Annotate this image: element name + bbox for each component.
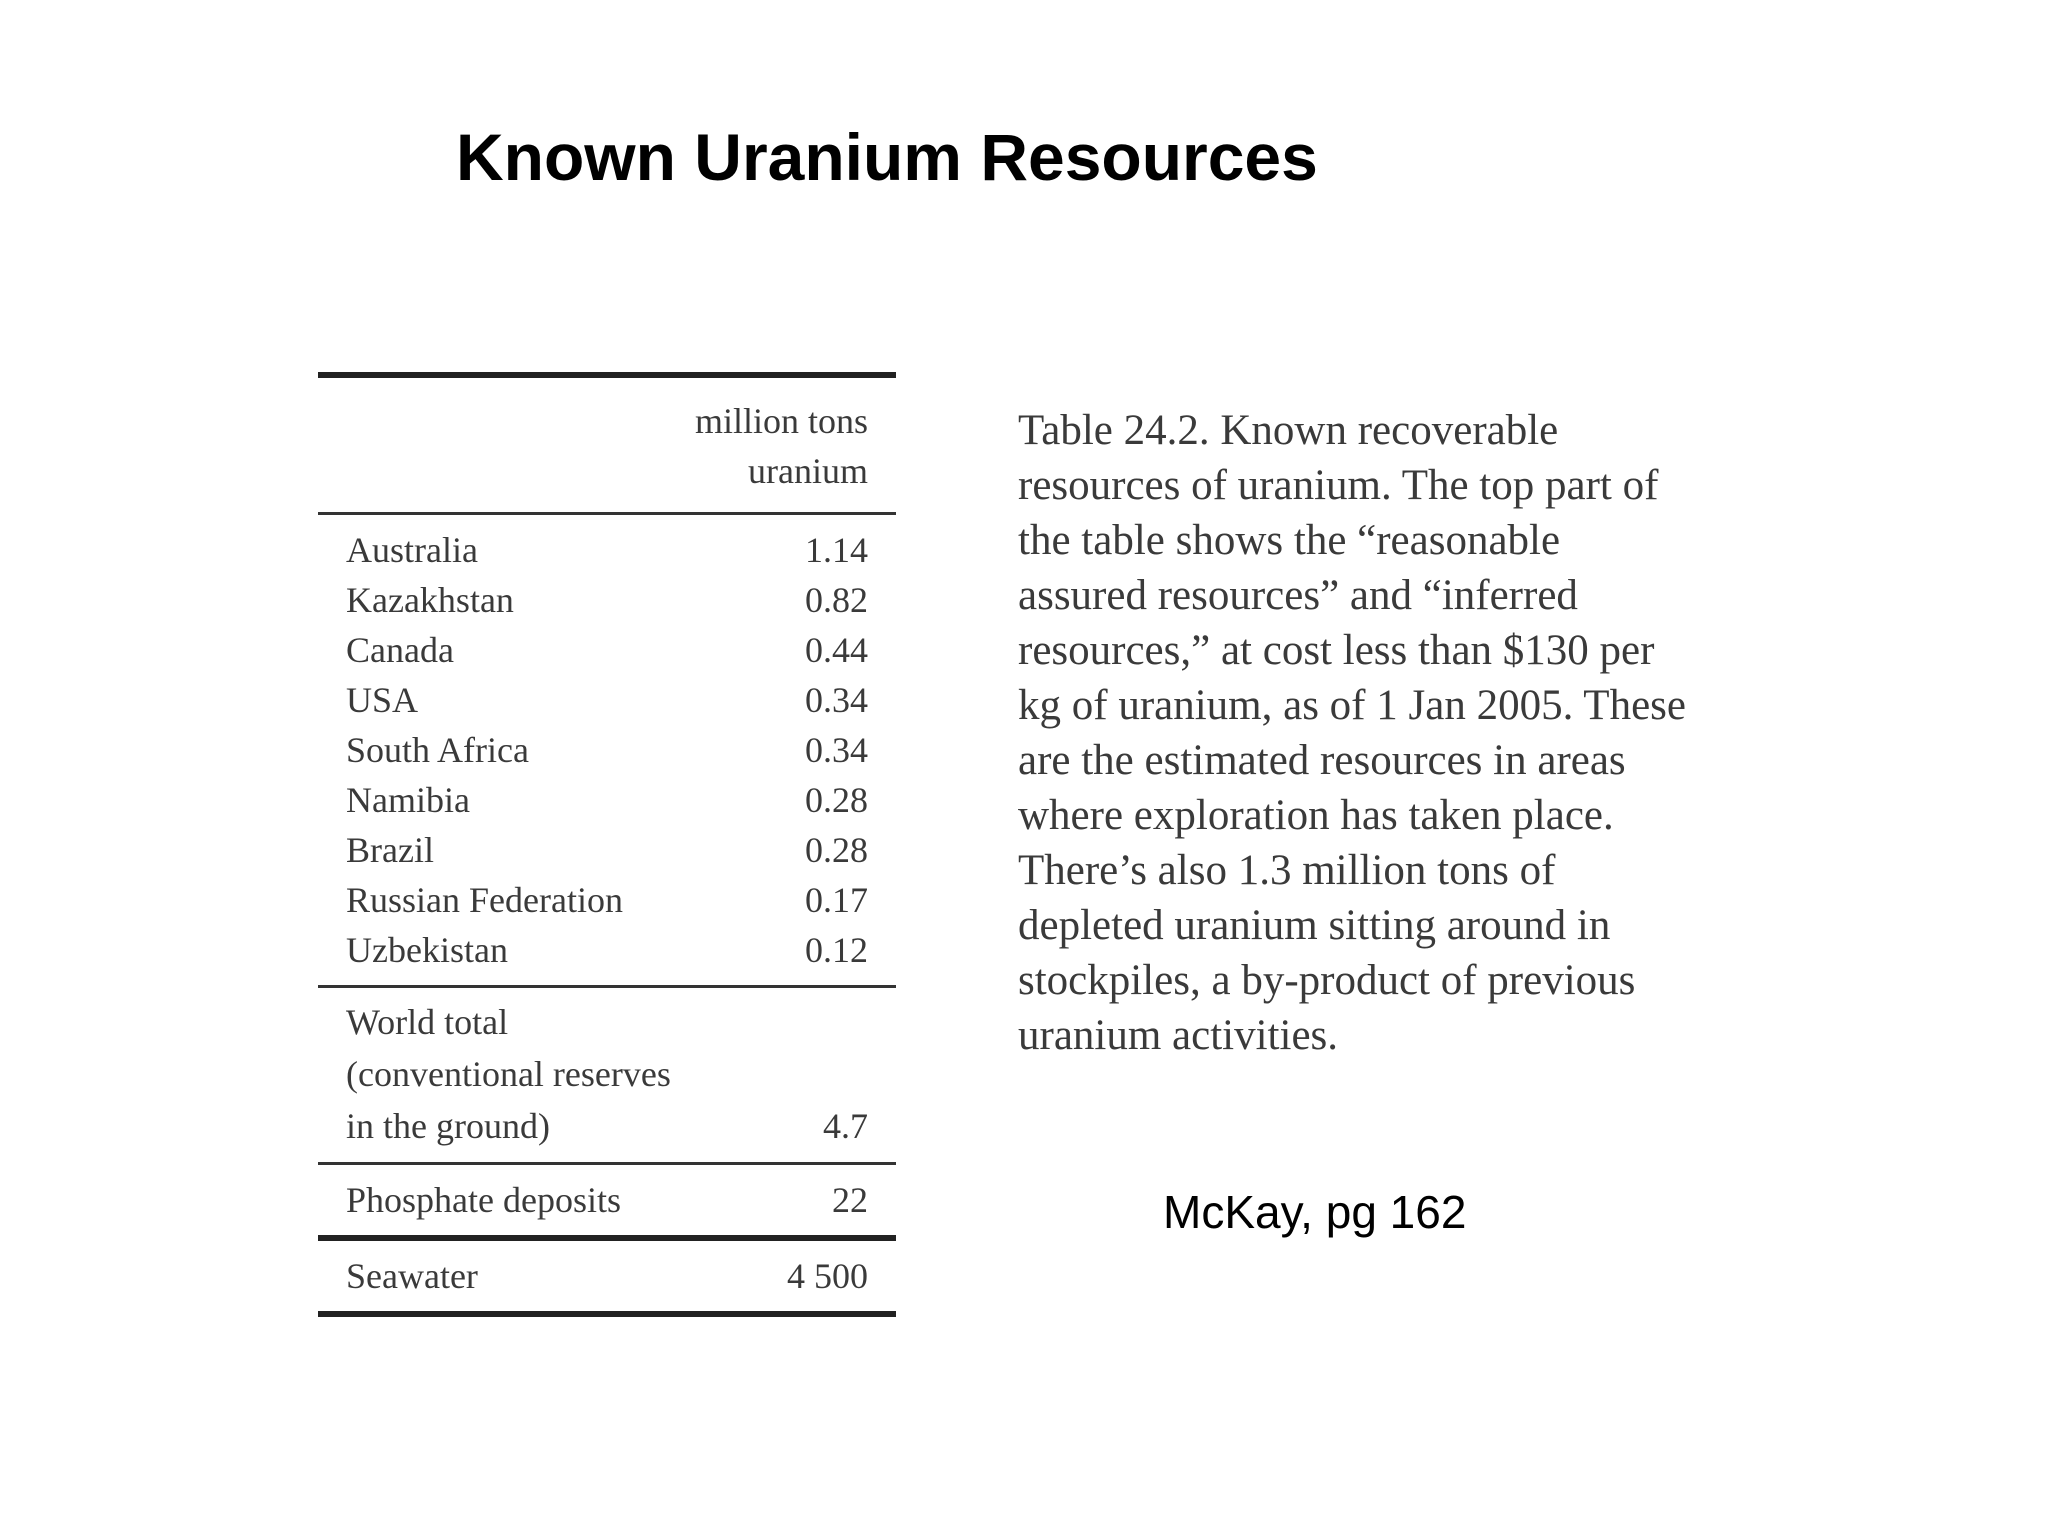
caption-line: uranium activities. xyxy=(1018,1012,1339,1059)
caption-line: stockpiles, a by-product of previous xyxy=(1018,957,1636,1004)
table-row xyxy=(318,825,896,875)
seawater-label: Seawater xyxy=(346,1256,478,1296)
seawater-block xyxy=(318,1241,896,1311)
caption-line: the table shows the “reasonable xyxy=(1018,517,1561,564)
seawater-row xyxy=(318,1251,896,1301)
country-rows xyxy=(318,515,896,985)
table-bottom-rule xyxy=(318,1311,896,1317)
table-row xyxy=(318,725,896,775)
country-name: Australia xyxy=(346,530,478,570)
table-row xyxy=(318,925,896,975)
country-name: Namibia xyxy=(346,780,470,820)
country-value: 0.17 xyxy=(805,880,868,920)
world-total-label xyxy=(346,996,671,1152)
country-name: USA xyxy=(346,680,419,720)
world-total-label-line: (conventional reserves xyxy=(346,1054,671,1094)
world-total-label-line: World total xyxy=(346,1002,509,1042)
country-value: 0.82 xyxy=(805,580,868,620)
table-row xyxy=(318,675,896,725)
column-header-line-2: uranium xyxy=(748,451,868,491)
country-name: Canada xyxy=(346,630,454,670)
phosphate-value: 22 xyxy=(832,1180,868,1220)
caption-line: There’s also 1.3 million tons of xyxy=(1018,847,1556,894)
world-total-row xyxy=(318,988,896,1162)
column-header-line-1: million tons xyxy=(694,401,868,441)
country-name: Russian Federation xyxy=(346,880,623,920)
table-row xyxy=(318,575,896,625)
seawater-value: 4 500 xyxy=(787,1256,868,1296)
country-value: 0.28 xyxy=(805,780,868,820)
slide-title: Known Uranium Resources xyxy=(456,120,1318,194)
country-name: South Africa xyxy=(346,730,529,770)
country-name: Kazakhstan xyxy=(346,580,514,620)
table-header xyxy=(318,378,896,512)
country-value: 0.12 xyxy=(805,930,868,970)
caption-line: are the estimated resources in areas xyxy=(1018,737,1626,784)
caption-line: kg of uranium, as of 1 Jan 2005. These xyxy=(1018,682,1686,729)
country-name: Uzbekistan xyxy=(346,930,508,970)
table-row xyxy=(318,875,896,925)
phosphate-label: Phosphate deposits xyxy=(346,1180,621,1220)
caption-line: resources of uranium. The top part of xyxy=(1018,462,1659,509)
table-row xyxy=(318,775,896,825)
caption-line: where exploration has taken place. xyxy=(1018,792,1614,839)
caption-line: Table 24.2. Known recoverable xyxy=(1018,407,1559,454)
country-value: 0.34 xyxy=(805,730,868,770)
caption-line: resources,” at cost less than $130 per xyxy=(1018,627,1655,674)
country-name: Brazil xyxy=(346,830,434,870)
country-value: 0.44 xyxy=(805,630,868,670)
table-caption xyxy=(1018,403,1838,1063)
table-row xyxy=(318,625,896,675)
table-row xyxy=(318,525,896,575)
world-total-value: 4.7 xyxy=(823,1106,868,1146)
uranium-resources-table xyxy=(318,372,896,1317)
country-value: 1.14 xyxy=(805,530,868,570)
phosphate-block xyxy=(318,1165,896,1235)
phosphate-row xyxy=(318,1175,896,1225)
country-value: 0.28 xyxy=(805,830,868,870)
source-note: McKay, pg 162 xyxy=(1163,1186,1467,1238)
caption-line: depleted uranium sitting around in xyxy=(1018,902,1611,949)
caption-line: assured resources” and “inferred xyxy=(1018,572,1578,619)
world-total-label-line: in the ground) xyxy=(346,1106,550,1146)
country-value: 0.34 xyxy=(805,680,868,720)
